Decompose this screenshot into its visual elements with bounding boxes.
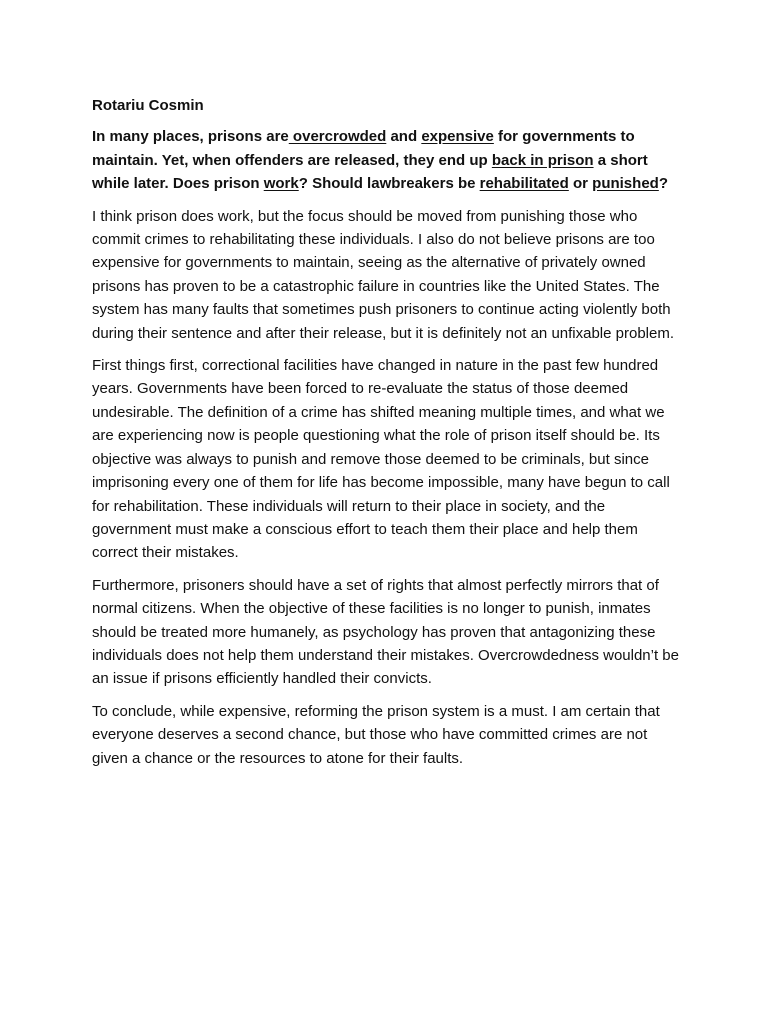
keyword-punished: punished: [592, 175, 659, 193]
keyword-overcrowded: overcrowded: [288, 128, 387, 146]
prompt-segment: ? Should lawbreakers be: [298, 175, 480, 193]
essay: [92, 94, 687, 779]
author-name: Rotariu Cosmin: [92, 97, 204, 114]
prompt-segment: and: [386, 128, 422, 146]
paragraph-conclusion: To conclude, while expensive, reforming the prison system is a must. I am certain that everyone deserves a second chance, but those who have committed crimes are not given a chance or the resources to atone for their faults.: [92, 702, 660, 767]
essay-prompt: [92, 125, 687, 195]
paragraph-introduction: I think prison does work, but the focus should be moved from punishing those who commit crimes to rehabilitating these individuals. I also do not believe prisons are too expensive for governments to maintain, seeing as the alternative of privately owned prisons has proven to be a catastrophic failure in countries like the United States. The system has many faults that sometimes push prisoners to continue acting violently both during their sentence and after their release, but it is definitely not an unfixable problem.: [92, 207, 675, 342]
prompt-segment: for governments to maintain. Yet, when offenders are released, they end up: [92, 128, 635, 169]
prompt-segment: or: [568, 175, 593, 193]
paragraph-first-argument: First things first, correctional facilities have changed in nature in the past few hundred years. Governments have been forced to re-evaluate the status of those deemed undesirable. The definition of a crime has shifted meaning multiple times, and what we are experiencing now is people questioning what the role of prison itself should be. Its objective was always to punish and remove those deemed to be criminals, but since imprisoning every one of them for life has become impossible, many have begun to call for rehabilitation. These individuals will return to their place in society, and the government must make a conscious effort to teach them their place and help them correct their mistakes.: [92, 357, 670, 562]
keyword-back-in-prison: back in prison: [491, 151, 594, 169]
prompt-segment: a short while later. Does prison: [92, 151, 648, 193]
prompt-segment: ?: [658, 175, 668, 193]
keyword-rehabilitated: rehabilitated: [479, 175, 569, 193]
keyword-expensive: expensive: [421, 128, 494, 146]
paragraph-second-argument: Furthermore, prisoners should have a set of rights that almost perfectly mirrors that of normal citizens. When the objective of these facilities is no longer to punish, inmates should be treated more humanely, as psychology has proven that antagonizing these individuals does not help them understand their mistakes. Overcrowdedness wouldn’t be an issue if prisons efficiently handled their convicts.: [92, 576, 679, 688]
keyword-work: work: [263, 175, 299, 193]
prompt-segment: In many places, prisons are: [92, 128, 289, 146]
